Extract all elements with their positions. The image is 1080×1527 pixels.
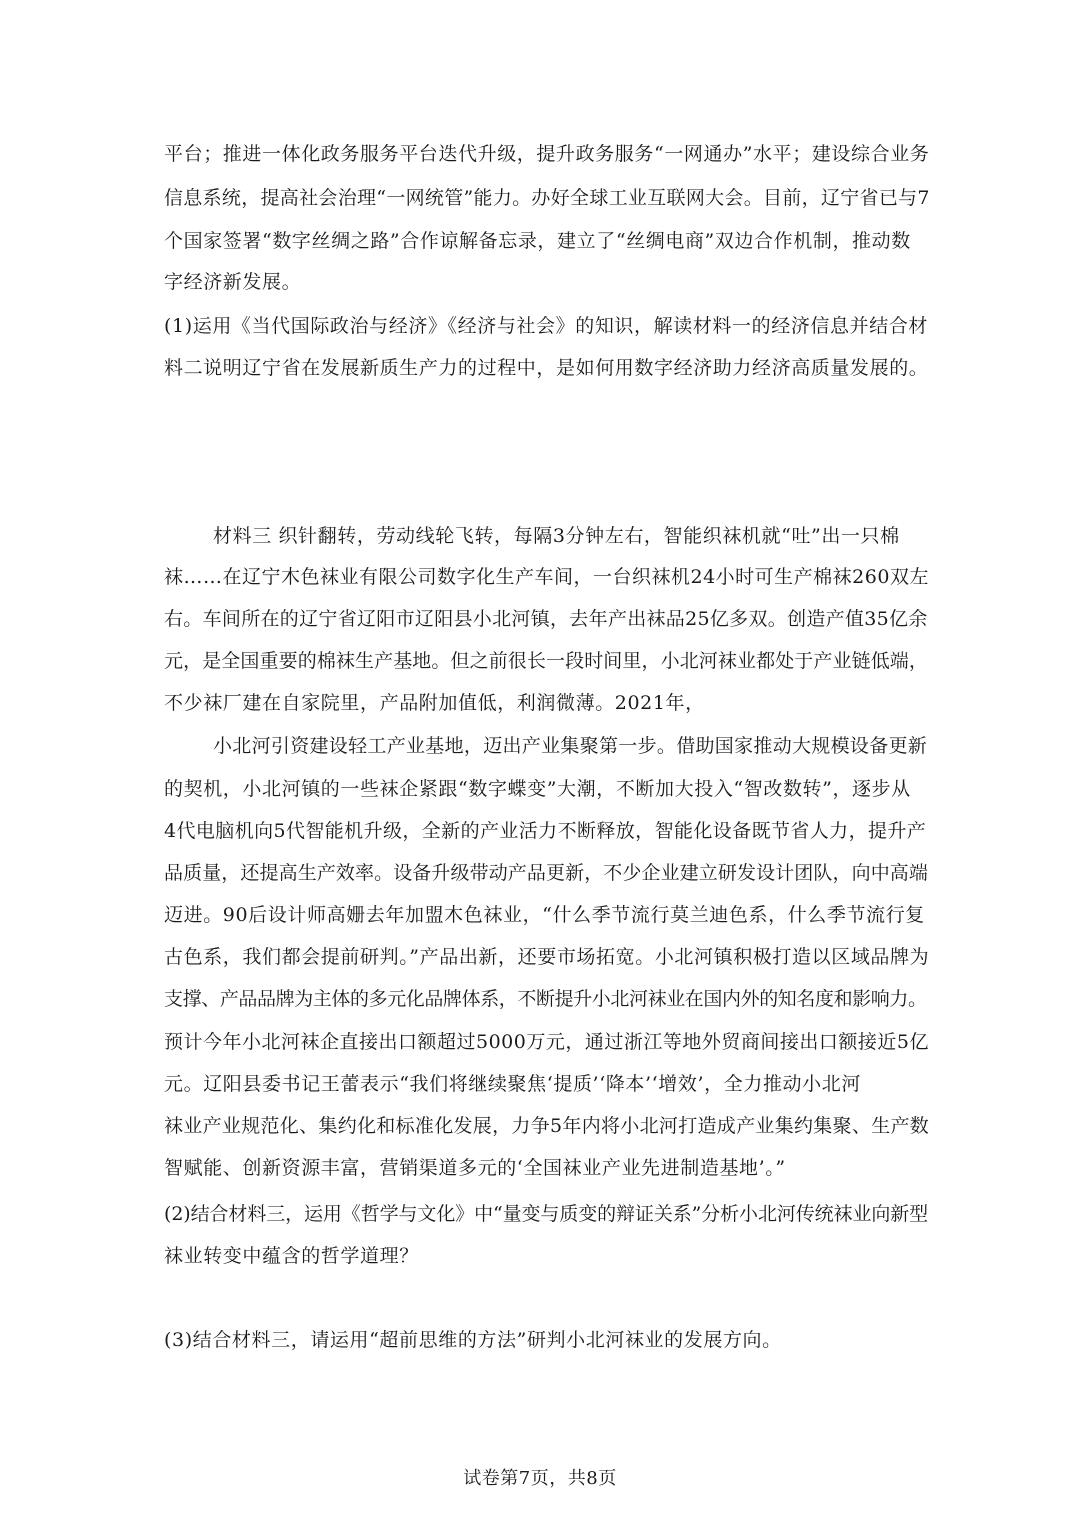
text-line: 材料三 织针翻转，劳动线轮飞转，每隔3分钟左右，智能织袜机就“吐”出一只棉 — [213, 525, 900, 547]
text-line: 智赋能、创新资源丰富，营销渠道多元的‘全国袜业产业先进制造基地’。” — [164, 1157, 786, 1179]
text-line: 古色系，我们都会提前研判。”产品出新，还要市场拓宽。小北河镇积极打造以区域品牌为 — [164, 946, 930, 968]
text-line: 元，是全国重要的棉袜生产基地。但之前很长一段时间里，小北河袜业都处于产业链低端， — [164, 650, 929, 672]
text-line: 平台；推进一体化政务服务平台迭代升级，提升政务服务“一网通办”水平；建设综合业务 — [164, 143, 930, 165]
text-line: 小北河引资建设轻工产业基地，迈出产业集聚第一步。借助国家推动大规模设备更新 — [213, 735, 928, 757]
text-line: 4代电脑机向5代智能机升级，全新的产业活力不断释放，智能化设备既节省人力，提升产 — [164, 820, 927, 842]
text-line: 元。辽阳县委书记王蕾表示“我们将继续聚焦‘提质’‘降本’‘增效’，全力推动小北河 — [164, 1073, 861, 1095]
text-line: (1)运用《当代国际政治与经济》《经济与社会》的知识，解读材料一的经济信息并结合材 — [164, 315, 929, 337]
text-line: 字经济新发展。 — [164, 271, 302, 293]
text-line: 的契机，小北河镇的一些袜企紧跟“数字蝶变”大潮，不断加大投入“智改数转”，逐步从 — [164, 778, 911, 800]
text-line: 支撑、产品品牌为主体的多元化品牌体系，不断提升小北河袜业在国内外的知名度和影响力。 — [164, 988, 927, 1010]
text-line: 品质量，还提高生产效率。设备升级带动产品更新，不少企业建立研发设计团队，向中高端 — [164, 862, 929, 884]
text-line: 袜业转变中蕴含的哲学道理？ — [164, 1245, 419, 1267]
text-line: 迈进。90后设计师高姗去年加盟木色袜业，“什么季节流行莫兰迪色系，什么季节流行复 — [164, 904, 925, 926]
text-line: 袜业产业规范化、集约化和标准化发展，力争5年内将小北河打造成产业集约集聚、生产数 — [164, 1115, 930, 1137]
text-line: 料二说明辽宁省在发展新质生产力的过程中，是如何用数字经济助力经济高质量发展的。 — [164, 357, 929, 379]
text-line: 右。车间所在的辽宁省辽阳市辽阳县小北河镇，去年产出袜品25亿多双。创造产值35亿余 — [164, 608, 928, 630]
text-line: 个国家签署“数字丝绸之路”合作谅解备忘录，建立了“丝绸电商”双边合作机制，推动数 — [164, 230, 911, 252]
text-line: 袜……在辽宁木色袜业有限公司数字化生产车间，一台织袜机24小时可生产棉袜260双左 — [164, 566, 929, 588]
text-line: 预计今年小北河袜企直接出口额超过5000万元，通过浙江等地外贸商间接出口额接近5亿 — [164, 1031, 929, 1053]
text-line: 不少袜厂建在自家院里，产品附加值低，利润微薄。2021年， — [164, 692, 705, 714]
text-line: 信息系统，提高社会治理“一网统管”能力。办好全球工业互联网大会。目前，辽宁省已与7 — [164, 187, 930, 209]
text-line: (3)结合材料三，请运用“超前思维的方法”研判小北河袜业的发展方向。 — [164, 1329, 782, 1351]
text-line: (2)结合材料三，运用《哲学与文化》中“量变与质变的辩证关系”分析小北河传统袜业向新型 — [164, 1203, 929, 1225]
page-footer: 试卷第7页，共8页 — [463, 1468, 617, 1489]
